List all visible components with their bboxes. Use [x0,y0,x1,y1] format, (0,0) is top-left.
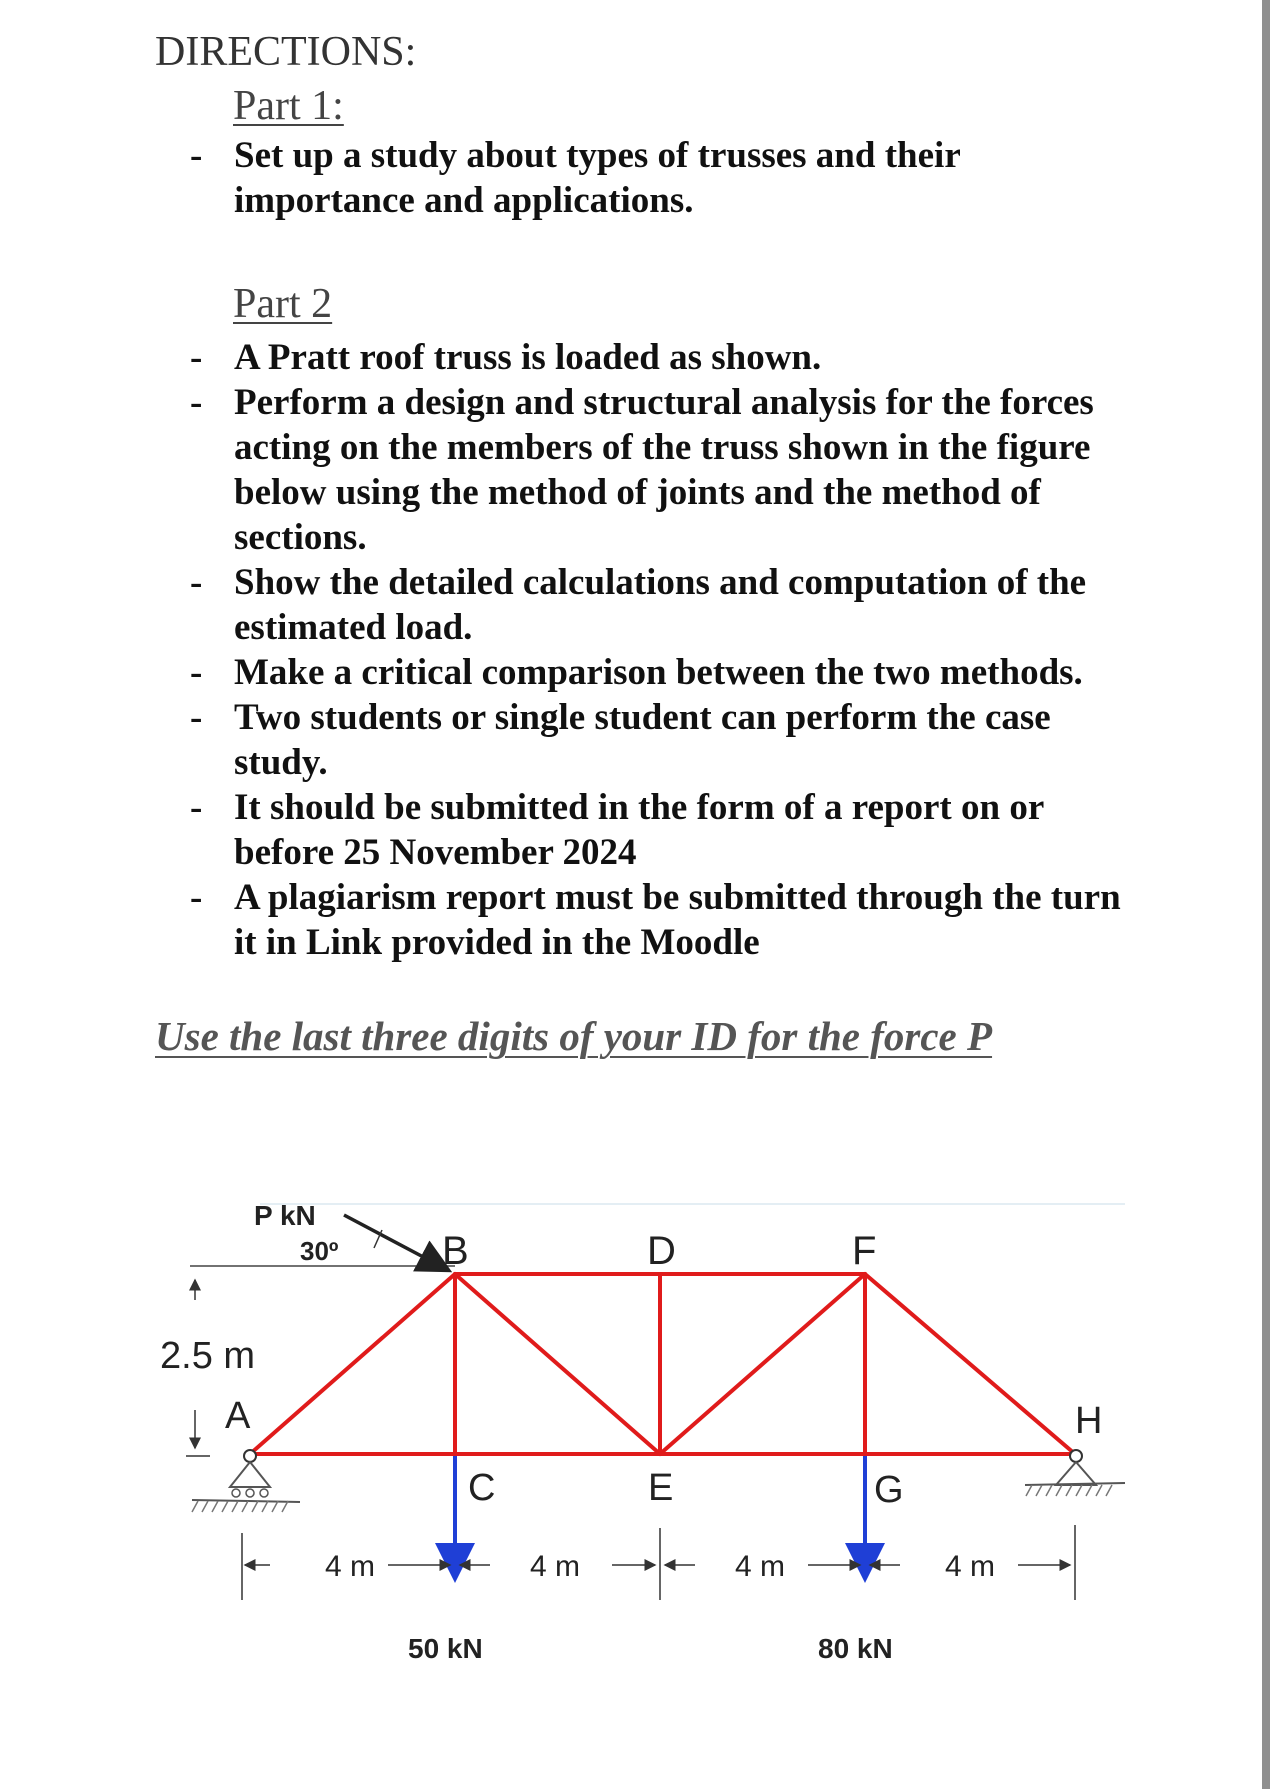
part2-title: Part 2 [233,281,333,327]
list-item: - Set up a study about types of trusses and their importance and applications. [190,133,1010,223]
member-fh [865,1274,1075,1454]
force-p-note: Use the last three digits of your ID for the force P [155,1013,993,1059]
part1-title: Part 1: [233,83,344,129]
scrollbar[interactable] [1262,0,1270,1789]
load-p-arrow [344,1215,446,1269]
span-label-4: 4 m [945,1550,996,1583]
joint-label-h: H [1075,1400,1103,1442]
page-title: DIRECTIONS: [155,29,417,75]
pratt-truss-figure [150,1180,1130,1680]
span-label-2: 4 m [530,1550,581,1583]
joint-label-a: A [225,1395,251,1437]
height-label: 2.5 m [160,1335,256,1377]
load-p-label: P kN [254,1200,316,1231]
member-ab [250,1274,455,1454]
part1-list [190,133,1010,223]
joint-label-b: B [442,1229,469,1273]
list-item: - Make a critical comparison between the two methods. [190,650,1140,695]
pin-support-h [1025,1450,1125,1496]
joint-label-f: F [852,1229,877,1273]
list-item: - Two students or single student can perform the case study. [190,695,1134,785]
angle-label: 30º [300,1236,339,1266]
pin-support-a [192,1450,300,1512]
joint-label-e: E [648,1467,674,1509]
span-label-3: 4 m [735,1550,786,1583]
span-label-1: 4 m [325,1550,376,1583]
joint-label-d: D [647,1229,676,1273]
list-item: - A Pratt roof truss is loaded as shown. [190,335,1140,380]
list-item: - A plagiarism report must be submitted through the turn it in Link provided in the Moodle [190,875,1134,965]
truss-members [250,1274,1075,1454]
list-item: - Perform a design and structural analysis for the forces acting on the members of the truss shown in the figure below using the method of joints and the method of sections. [190,380,1114,560]
load-c-label: 50 kN [408,1633,483,1664]
joint-label-c: C [468,1467,496,1509]
member-ef [660,1274,865,1454]
list-item: - It should be submitted in the form of a report on or before 25 November 2024 [190,785,1134,875]
member-be [455,1274,660,1454]
part2-list [190,335,1140,965]
list-item: - Show the detailed calculations and computation of the estimated load. [190,560,1140,650]
joint-label-g: G [874,1469,904,1511]
load-g-label: 80 kN [818,1633,893,1664]
